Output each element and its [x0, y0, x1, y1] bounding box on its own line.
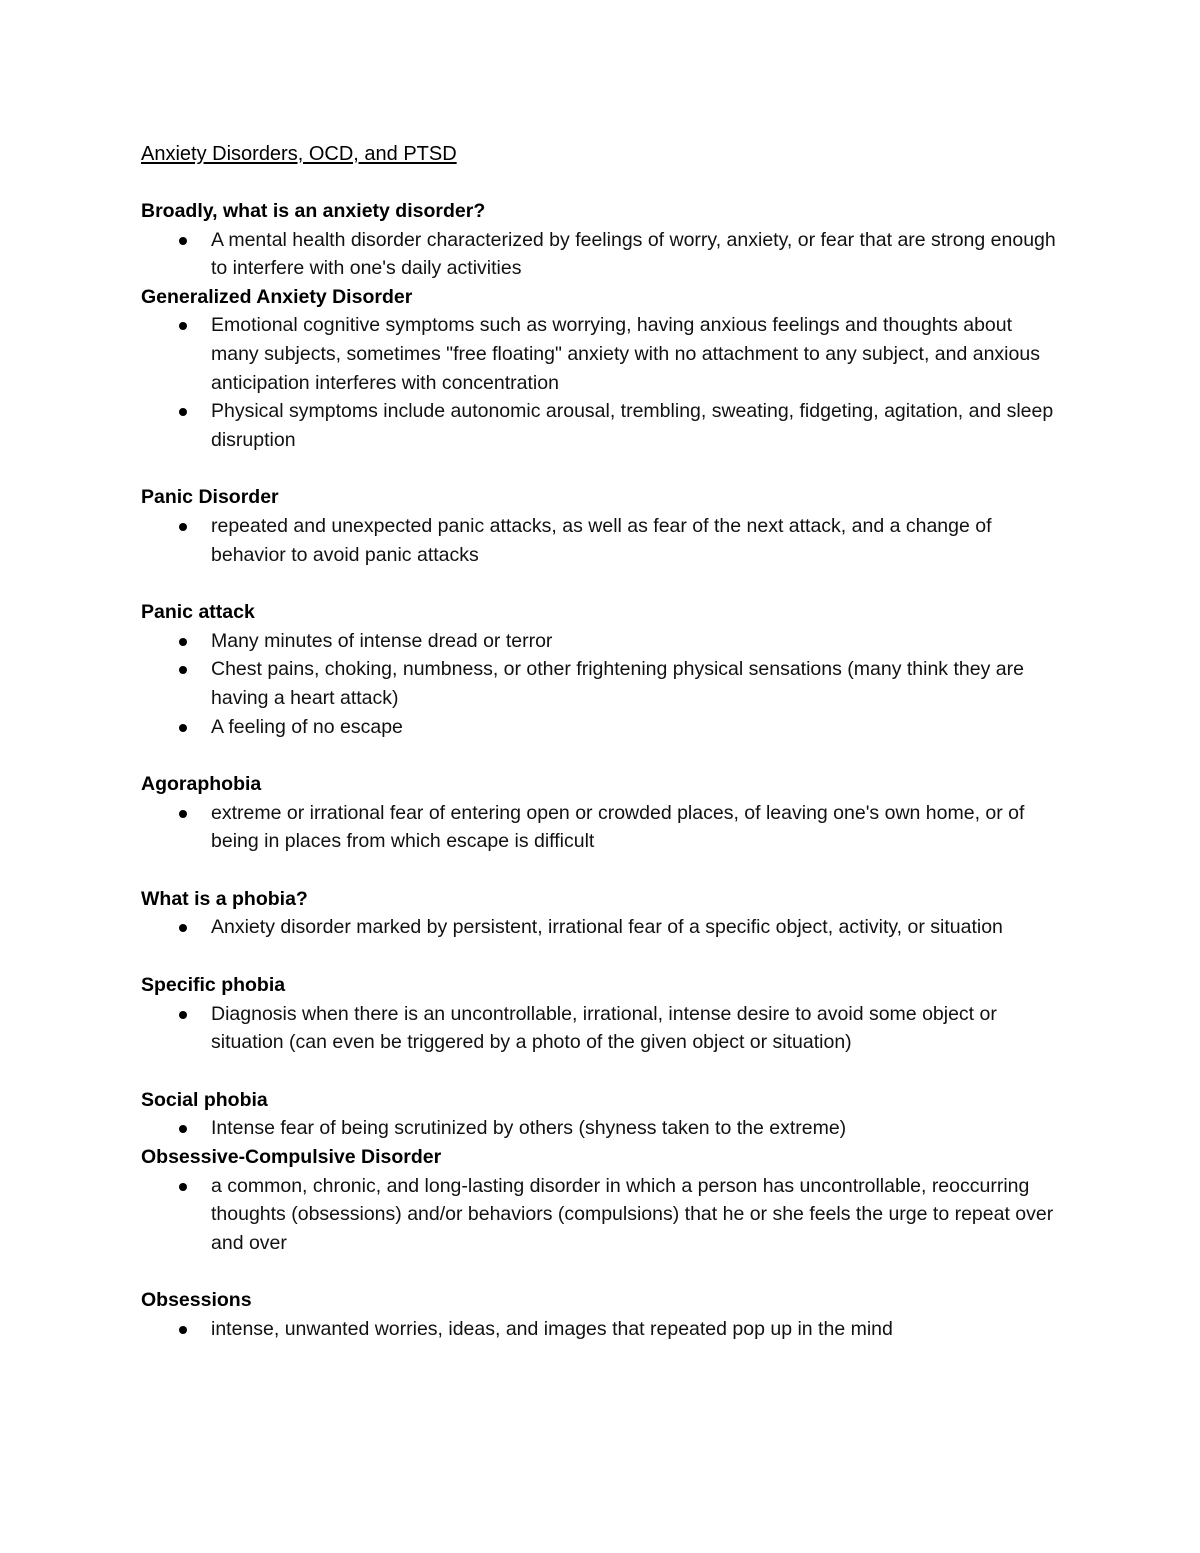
list-item — [141, 655, 1061, 712]
bullet-icon — [179, 408, 187, 416]
section-heading: Obsessive-Compulsive Disorder — [141, 1146, 442, 1169]
list-item — [141, 397, 1061, 454]
section-heading: Panic Disorder — [141, 486, 279, 509]
section-anxiety-disorder-definition — [141, 197, 1061, 283]
list-item-text: intense, unwanted worries, ideas, and images that repeated pop up in the mind — [211, 1318, 893, 1340]
list-item — [141, 1172, 1061, 1258]
section-heading: Specific phobia — [141, 974, 286, 997]
section-heading: Obsessions — [141, 1289, 252, 1312]
list-item-text: Anxiety disorder marked by persistent, irrational fear of a specific object, activity, or situation — [211, 916, 1003, 939]
bullet-icon — [179, 322, 187, 330]
list-item — [141, 913, 1061, 942]
list-item-text: Intense fear of being scrutinized by others (shyness taken to the extreme) — [211, 1117, 847, 1140]
section-obsessions — [141, 1286, 1061, 1343]
bullet-icon — [179, 1183, 187, 1191]
bullet-list — [141, 1315, 1061, 1344]
bullet-icon — [179, 810, 187, 818]
list-item — [141, 627, 1061, 656]
bullet-icon — [179, 924, 187, 932]
section-panic-attack — [141, 598, 1061, 741]
list-item-text: Diagnosis when there is an uncontrollable, irrational, intense desire to avoid some object or situation (can even be triggered by a photo of the given object or situation) — [211, 1002, 997, 1054]
list-item — [141, 1315, 1061, 1344]
section-phobia-definition — [141, 885, 1061, 942]
bullet-list — [141, 913, 1061, 942]
section-heading: Social phobia — [141, 1088, 268, 1111]
section-heading: Broadly, what is an anxiety disorder? — [141, 200, 486, 222]
section-heading: Agoraphobia — [141, 773, 262, 796]
section-heading: Generalized Anxiety Disorder — [141, 285, 413, 308]
bullet-icon — [179, 724, 187, 732]
section-heading: Panic attack — [141, 601, 255, 624]
list-item-text: Physical symptoms include autonomic arousal, trembling, sweating, fidgeting, agitation, and sleep disruption — [211, 400, 1054, 451]
list-item — [141, 1000, 1061, 1057]
list-item-text: A mental health disorder characterized by feelings of worry, anxiety, or fear that are strong enough to interfere with one's daily activities — [211, 228, 1056, 280]
list-item-text: extreme or irrational fear of entering open or crowded places, of leaving one's own home, or of being in places from which escape is difficult — [211, 801, 1025, 853]
bullet-icon — [179, 666, 187, 674]
section-panic-disorder — [141, 483, 1061, 569]
bullet-icon — [179, 638, 187, 646]
list-item-text: Emotional cognitive symptoms such as worrying, having anxious feelings and thoughts about many subjects, sometimes "free floating" anxiety with no attachment to any subject, and anxious anticipation interferes with concentration — [211, 314, 1040, 394]
list-item-text: A feeling of no escape — [211, 715, 403, 738]
list-item — [141, 713, 1061, 742]
bullet-icon — [179, 523, 187, 531]
bullet-icon — [179, 1326, 187, 1334]
bullet-list — [141, 512, 1061, 569]
bullet-list — [141, 311, 1061, 454]
bullet-icon — [179, 237, 187, 245]
list-item — [141, 226, 1061, 283]
section-social-phobia — [141, 1086, 1061, 1143]
bullet-list — [141, 1172, 1061, 1258]
bullet-list — [141, 627, 1061, 741]
list-item-text: repeated and unexpected panic attacks, as well as fear of the next attack, and a change of behavior to avoid panic attacks — [211, 514, 992, 566]
bullet-icon — [179, 1011, 187, 1019]
document-title: Anxiety Disorders, OCD, and PTSD — [141, 143, 457, 165]
list-item — [141, 512, 1061, 569]
bullet-icon — [179, 1125, 187, 1133]
list-item-text: a common, chronic, and long-lasting disorder in which a person has uncontrollable, reoccurring thoughts (obsessions) and/or behaviors (compulsions) that he or she feels the urge to repeat over and over — [211, 1174, 1054, 1254]
list-item-text: Many minutes of intense dread or terror — [211, 629, 553, 652]
bullet-list — [141, 799, 1061, 856]
section-heading: What is a phobia? — [141, 887, 308, 910]
section-specific-phobia — [141, 971, 1061, 1057]
bullet-list — [141, 226, 1061, 283]
bullet-list — [141, 1114, 1061, 1143]
list-item — [141, 1114, 1061, 1143]
bullet-list — [141, 1000, 1061, 1057]
document-page — [141, 140, 1061, 1344]
list-item — [141, 311, 1061, 397]
section-generalized-anxiety-disorder — [141, 283, 1061, 455]
list-item-text: Chest pains, choking, numbness, or other frightening physical sensations (many think they are having a heart attack) — [211, 658, 1024, 709]
list-item — [141, 799, 1061, 856]
section-ocd — [141, 1143, 1061, 1257]
section-agoraphobia — [141, 770, 1061, 856]
